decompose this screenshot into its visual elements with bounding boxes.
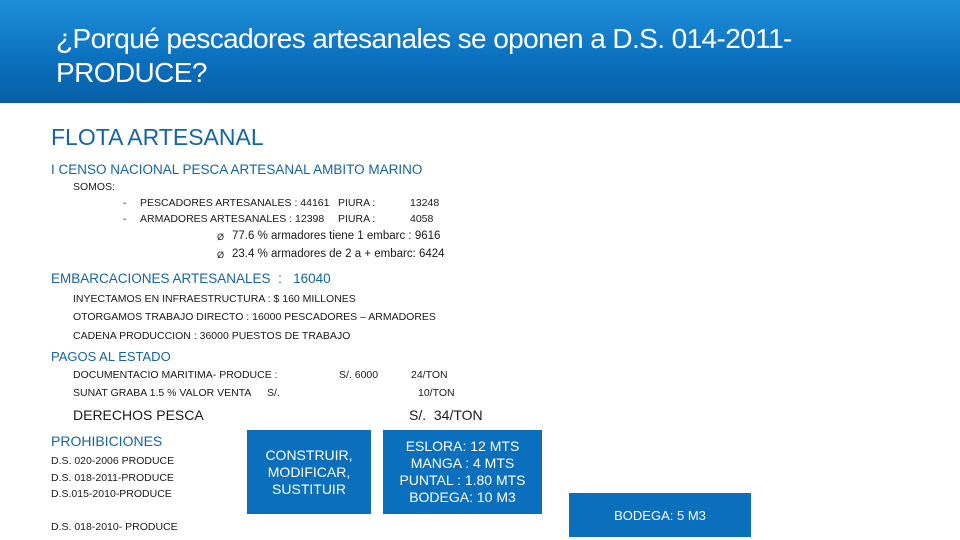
- derechos-label: DERECHOS PESCA: [73, 407, 204, 423]
- accion-sustituir: SUSTITUIR: [272, 480, 346, 497]
- piura-label: PIURA :: [338, 213, 376, 225]
- documentacion-label: DOCUMENTACIO MARITIMA- PRODUCE :: [73, 369, 278, 381]
- pagos-heading: PAGOS AL ESTADO: [51, 349, 171, 364]
- documentacion-rate: 24/TON: [411, 369, 448, 381]
- spec-bodega: BODEGA: 10 M3: [409, 489, 516, 505]
- spec-manga: MANGA : 4 MTS: [410, 455, 515, 471]
- decreto-item: D.S.015-2010-PRODUCE: [51, 488, 172, 500]
- inversion-line: INYECTAMOS EN INFRAESTRUCTURA : $ 160 MILLONES: [73, 293, 356, 305]
- somos-label: SOMOS:: [73, 181, 116, 193]
- arrow-bullet-icon: Ø: [217, 250, 225, 260]
- decreto-item: D.S. 018-2010- PRODUCE: [51, 521, 178, 533]
- embarcaciones-heading: EMBARCACIONES ARTESANALES : 16040: [51, 271, 331, 286]
- documentacion-amount: S/. 6000: [339, 369, 379, 381]
- list-bullet: -: [123, 213, 127, 225]
- especificaciones-box: [383, 430, 542, 514]
- spec-eslora: ESLORA: 12 MTS: [405, 438, 520, 454]
- subitem-text: 77.6 % armadores tiene 1 embarc : 9616: [232, 230, 441, 242]
- piura-armadores-value: 4058: [410, 213, 434, 225]
- cadena-line: CADENA PRODUCCION : 36000 PUESTOS DE TRABAJO: [73, 330, 351, 342]
- armadores-label: ARMADORES ARTESANALES : 12398: [140, 213, 325, 225]
- arrow-bullet-icon: Ø: [217, 232, 225, 242]
- subitem-text: 23.4 % armadores de 2 a + embarc: 6424: [232, 248, 445, 260]
- bodega-box: [569, 493, 751, 537]
- decreto-item: D.S. 020-2006 PRODUCE: [51, 455, 175, 467]
- censo-heading: I CENSO NACIONAL PESCA ARTESANAL AMBITO MARINO: [51, 162, 423, 177]
- title-bar: [0, 0, 960, 103]
- trabajo-line: OTORGAMOS TRABAJO DIRECTO : 16000 PESCADORES – ARMADORES: [73, 311, 436, 323]
- spec-puntal: PUNTAL : 1.80 MTS: [399, 472, 526, 488]
- accion-construir: CONSTRUIR,: [265, 446, 353, 463]
- flota-heading: FLOTA ARTESANAL: [51, 124, 264, 150]
- list-bullet: -: [123, 197, 127, 209]
- prohibiciones-heading: PROHIBICIONES: [51, 433, 163, 449]
- bodega-label: BODEGA: 5 M3: [614, 507, 706, 523]
- slide-title: ¿Porqué pescadores artesanales se oponen a D.S. 014-2011-PRODUCE?: [56, 23, 792, 88]
- accion-modificar: MODIFICAR,: [267, 463, 351, 480]
- piura-pescadores-value: 13248: [410, 197, 440, 209]
- piura-label: PIURA :: [338, 197, 376, 209]
- pescadores-label: PESCADORES ARTESANALES : 44161: [140, 197, 330, 209]
- acciones-box: [247, 430, 371, 514]
- sunat-amount: S/.: [267, 387, 280, 399]
- sunat-label: SUNAT GRABA 1.5 % VALOR VENTA: [73, 387, 252, 399]
- derechos-total: S/. 34/TON: [409, 407, 483, 423]
- sunat-rate: 10/TON: [418, 387, 455, 399]
- decreto-item: D.S. 018-2011-PRODUCE: [51, 472, 174, 484]
